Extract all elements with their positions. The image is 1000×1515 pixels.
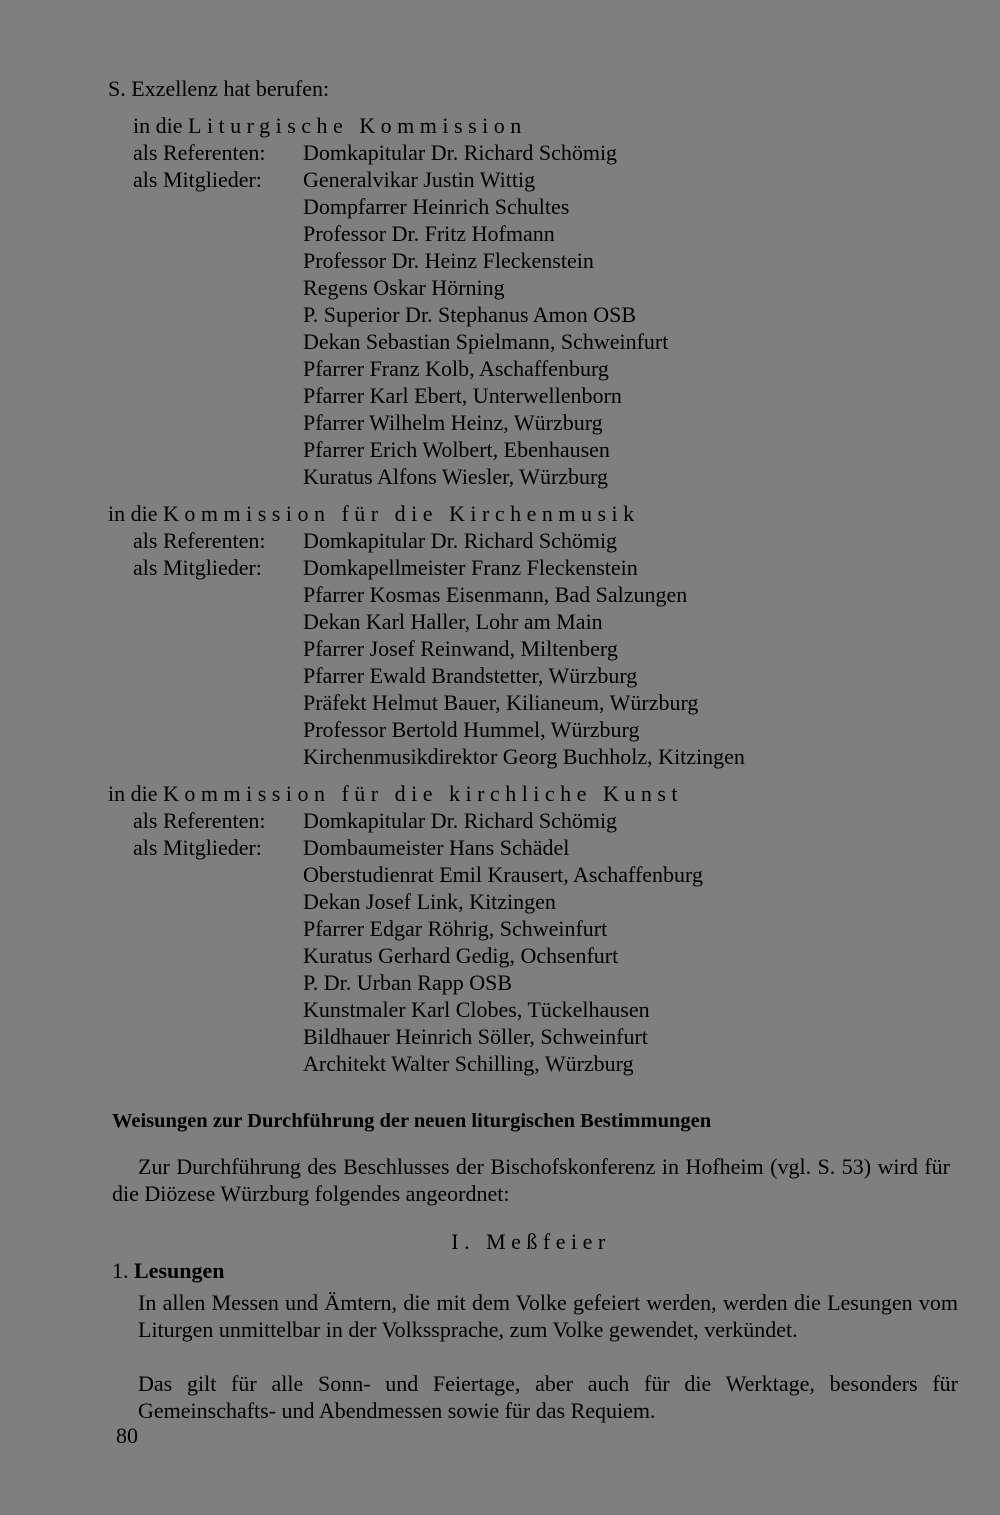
item-heading bbox=[112, 1257, 224, 1284]
commission-title: Kommission für die kirchliche Kunst bbox=[163, 781, 684, 806]
intro-paragraph: Zur Durchführung des Beschlusses der Bischofskonferenz in Hofheim (vgl. S. 53) wird für die Diözese Würzburg folgendes angeordnet: bbox=[112, 1154, 950, 1206]
referent-label: als Referenten: bbox=[133, 140, 266, 165]
member-name: Oberstudienrat Emil Krausert, Aschaffenburg bbox=[303, 862, 703, 887]
member-name: Dekan Karl Haller, Lohr am Main bbox=[303, 609, 603, 634]
members-label: als Mitglieder: bbox=[133, 835, 262, 860]
item-title: Lesungen bbox=[134, 1258, 225, 1283]
referent-name: Domkapitular Dr. Richard Schömig bbox=[303, 140, 618, 165]
member-name: Pfarrer Wilhelm Heinz, Würzburg bbox=[303, 410, 603, 435]
commission-heading bbox=[108, 780, 683, 807]
item-paragraph: Das gilt für alle Sonn- und Feiertage, aber auch für die Werktage, besonders für Gemeinschafts- und Abendmessen sowie für das Requiem. bbox=[138, 1371, 958, 1423]
member-name: Präfekt Helmut Bauer, Kilianeum, Würzburg bbox=[303, 690, 699, 715]
member-name: P. Superior Dr. Stephanus Amon OSB bbox=[303, 302, 637, 327]
referent-label: als Referenten: bbox=[133, 808, 266, 833]
member-name: Generalvikar Justin Wittig bbox=[303, 167, 536, 192]
member-name: Pfarrer Ewald Brandstetter, Würzburg bbox=[303, 663, 638, 688]
commission-prefix: in die bbox=[108, 781, 163, 806]
member-name: Dompfarrer Heinrich Schultes bbox=[303, 194, 570, 219]
commission-title: Liturgische Kommission bbox=[188, 113, 527, 138]
member-name: Pfarrer Edgar Röhrig, Schweinfurt bbox=[303, 916, 608, 941]
commission-heading bbox=[133, 112, 527, 139]
member-name: Professor Dr. Heinz Fleckenstein bbox=[303, 248, 594, 273]
member-name: Pfarrer Karl Ebert, Unterwellenborn bbox=[303, 383, 622, 408]
subsection-title: I. Meßfeier bbox=[451, 1229, 611, 1254]
member-name: Dekan Sebastian Spielmann, Schweinfurt bbox=[303, 329, 669, 354]
member-name: Professor Bertold Hummel, Würzburg bbox=[303, 717, 640, 742]
member-name: Kuratus Alfons Wiesler, Würzburg bbox=[303, 464, 608, 489]
commission-heading bbox=[108, 500, 640, 527]
commission-prefix: in die bbox=[108, 501, 163, 526]
member-name: Pfarrer Franz Kolb, Aschaffenburg bbox=[303, 356, 609, 381]
page-number: 80 bbox=[116, 1423, 138, 1448]
member-name: Bildhauer Heinrich Söller, Schweinfurt bbox=[303, 1024, 648, 1049]
member-name: Professor Dr. Fritz Hofmann bbox=[303, 221, 555, 246]
member-name: Regens Oskar Hörning bbox=[303, 275, 505, 300]
commission-prefix: in die bbox=[133, 113, 188, 138]
item-number: 1. bbox=[112, 1258, 129, 1283]
referent-name: Domkapitular Dr. Richard Schömig bbox=[303, 528, 618, 553]
commission-title: Kommission für die Kirchenmusik bbox=[163, 501, 640, 526]
member-name: Domkapellmeister Franz Fleckenstein bbox=[303, 555, 638, 580]
intro-line: S. Exzellenz hat berufen: bbox=[108, 76, 330, 101]
member-name: Kuratus Gerhard Gedig, Ochsenfurt bbox=[303, 943, 619, 968]
members-label: als Mitglieder: bbox=[133, 555, 262, 580]
member-name: Kunstmaler Karl Clobes, Tückelhausen bbox=[303, 997, 650, 1022]
member-name: Pfarrer Josef Reinwand, Miltenberg bbox=[303, 636, 618, 661]
item-paragraph: In allen Messen und Ämtern, die mit dem Volke gefeiert werden, werden die Lesungen vom Liturgen unmittelbar in der Volkssprache, zum Volke gewendet, verkündet. bbox=[138, 1290, 958, 1342]
referent-name: Domkapitular Dr. Richard Schömig bbox=[303, 808, 618, 833]
member-name: Dombaumeister Hans Schädel bbox=[303, 835, 570, 860]
member-name: Pfarrer Kosmas Eisenmann, Bad Salzungen bbox=[303, 582, 688, 607]
member-name: P. Dr. Urban Rapp OSB bbox=[303, 970, 513, 995]
member-name: Dekan Josef Link, Kitzingen bbox=[303, 889, 556, 914]
section-heading: Weisungen zur Durchführung der neuen liturgischen Bestimmungen bbox=[112, 1110, 712, 1132]
members-label: als Mitglieder: bbox=[133, 167, 262, 192]
referent-label: als Referenten: bbox=[133, 528, 266, 553]
member-name: Kirchenmusikdirektor Georg Buchholz, Kitzingen bbox=[303, 744, 745, 769]
member-name: Architekt Walter Schilling, Würzburg bbox=[303, 1051, 634, 1076]
member-name: Pfarrer Erich Wolbert, Ebenhausen bbox=[303, 437, 610, 462]
